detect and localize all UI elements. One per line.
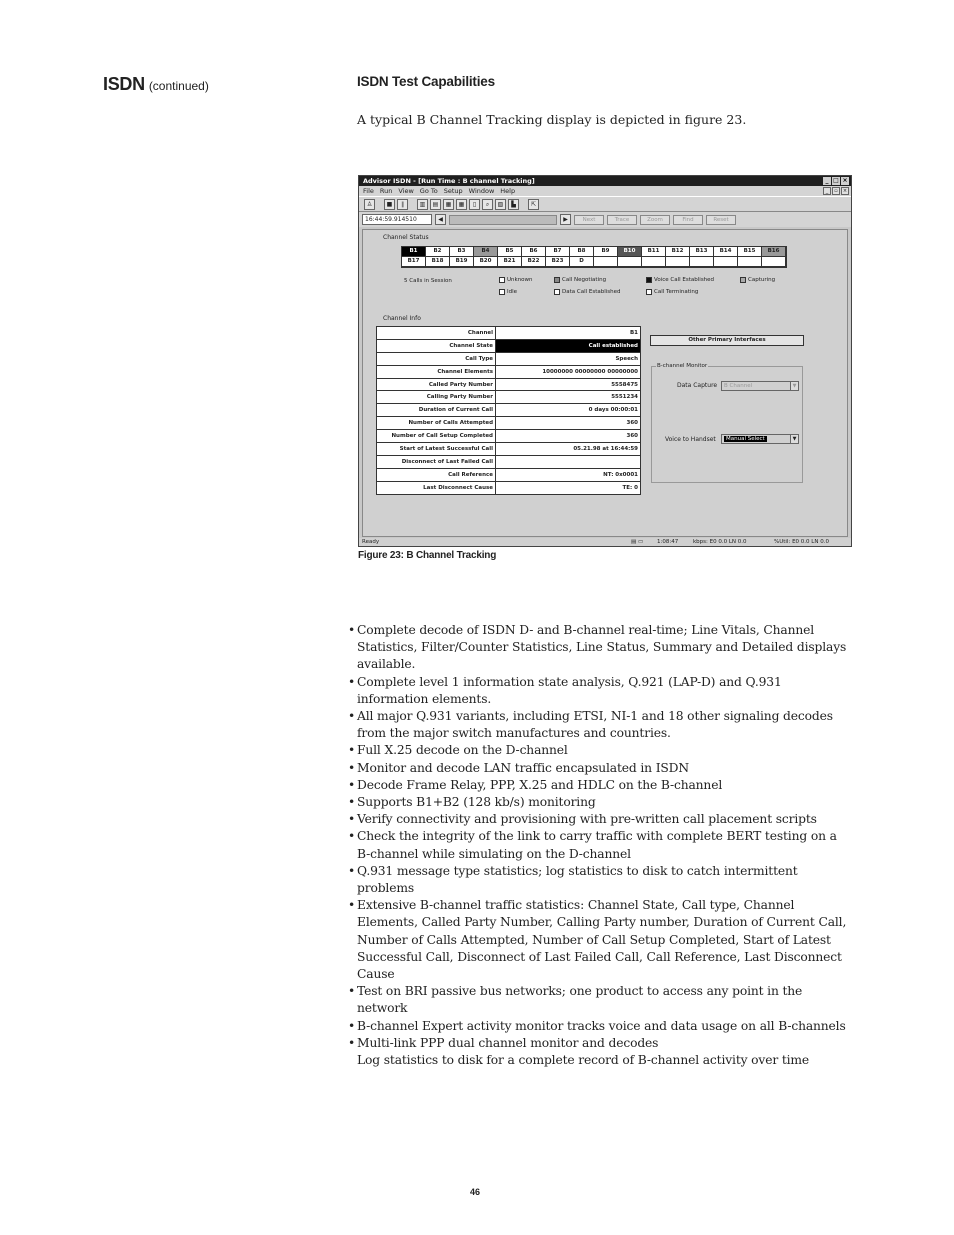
window-title: Advisor ISDN - [Run Time : B channel Tracking] bbox=[363, 177, 535, 185]
list-item: • Verify connectivity and provisioning with pre-written call placement scripts bbox=[348, 812, 817, 827]
capabilities-list bbox=[348, 622, 848, 1069]
status-bar bbox=[359, 538, 851, 547]
status-icons: ▤ ▭ bbox=[631, 539, 644, 545]
table-row: Channel Elements 10000000 00000000 00000000 bbox=[377, 365, 641, 378]
toolbar bbox=[359, 196, 851, 212]
menu-window[interactable]: Window bbox=[468, 187, 495, 195]
channel-cell[interactable]: D bbox=[570, 257, 594, 267]
channel-cell[interactable]: B6 bbox=[522, 247, 546, 257]
channel-status-label: Channel Status bbox=[383, 234, 429, 241]
list-item: • Check the integrity of the link to carry traffic with complete BERT testing on a B-channel while simulating on the D-channel bbox=[348, 829, 837, 861]
trace-button[interactable]: Trace bbox=[607, 215, 637, 225]
channel-cell[interactable]: B10 bbox=[618, 247, 642, 257]
table-row: Calling Party Number 5551234 bbox=[377, 391, 641, 404]
status-kbps: kbps: E0 0.0 LN 0.0 bbox=[693, 539, 747, 545]
table-icon[interactable]: ▤ bbox=[430, 199, 441, 210]
page-number: 46 bbox=[470, 1187, 481, 1197]
export-icon[interactable]: ⇱ bbox=[528, 199, 539, 210]
channel-cell[interactable]: B14 bbox=[714, 247, 738, 257]
table-row: Call Reference NT: 0x0001 bbox=[377, 468, 641, 481]
window-titlebar bbox=[359, 176, 851, 186]
data-swatch-icon bbox=[554, 289, 560, 295]
channel-cell bbox=[642, 257, 666, 267]
channel-cell[interactable]: B20 bbox=[474, 257, 498, 267]
channel-cell[interactable]: B1 bbox=[402, 247, 426, 257]
run-icon[interactable]: ♙ bbox=[364, 199, 375, 210]
intro-paragraph: A typical B Channel Tracking display is depicted in figure 23. bbox=[357, 112, 747, 127]
unknown-swatch-icon bbox=[499, 277, 505, 283]
legend-capturing: Capturing bbox=[740, 277, 775, 283]
negotiating-swatch-icon bbox=[554, 277, 560, 283]
channel-cell bbox=[618, 257, 642, 267]
list-tail: Log statistics to disk for a complete record of B-channel activity over time bbox=[357, 1053, 810, 1068]
legend-data: Data Call Established bbox=[554, 289, 621, 295]
figure-caption: Figure 23: B Channel Tracking bbox=[358, 550, 497, 561]
page-header bbox=[103, 74, 209, 95]
channel-cell[interactable]: B3 bbox=[450, 247, 474, 257]
menu-run[interactable]: Run bbox=[379, 187, 393, 195]
grid-icon[interactable]: ▦ bbox=[443, 199, 454, 210]
channel-cell bbox=[594, 257, 618, 267]
table-row: Start of Latest Successful Call 05.21.98 at 16:44:59 bbox=[377, 443, 641, 456]
legend-unknown: Unknown bbox=[499, 277, 533, 283]
channel-cell[interactable]: B13 bbox=[690, 247, 714, 257]
legend-negotiating: Call Negotiating bbox=[554, 277, 606, 283]
table-row: Last Disconnect Cause TE: 0 bbox=[377, 481, 641, 494]
table-row: Disconnect of Last Failed Call bbox=[377, 455, 641, 468]
scroll-right-icon[interactable]: ▶ bbox=[560, 214, 571, 225]
channel-cell[interactable]: B23 bbox=[546, 257, 570, 267]
next-button[interactable]: Next bbox=[574, 215, 604, 225]
b-channel-monitor-label: B-channel Monitor bbox=[657, 363, 708, 369]
list-item: • Complete decode of ISDN D- and B-channel real-time; Line Vitals, Channel Statistics, Filter/Counter Statistics, Line Status, Summary and Detailed displays available. bbox=[348, 623, 847, 672]
header-title: ISDN bbox=[103, 74, 145, 94]
channel-cell[interactable]: B9 bbox=[594, 247, 618, 257]
navigation-bar bbox=[359, 212, 851, 227]
channel-cell bbox=[714, 257, 738, 267]
legend-idle: Idle bbox=[499, 289, 517, 295]
status-util: %Util: E0 0.0 LN 0.0 bbox=[774, 539, 829, 545]
status-ready: Ready bbox=[362, 539, 380, 545]
channel-cell[interactable]: B5 bbox=[498, 247, 522, 257]
status-time: 1:08:47 bbox=[657, 539, 679, 545]
channel-cell[interactable]: B22 bbox=[522, 257, 546, 267]
channel-cell bbox=[762, 257, 786, 267]
channel-cell[interactable]: B11 bbox=[642, 247, 666, 257]
voice-to-handset-label: Voice to Handset bbox=[665, 436, 716, 443]
pause-icon[interactable]: ∥ bbox=[397, 199, 408, 210]
table-row: Number of Calls Attempted 360 bbox=[377, 417, 641, 430]
channel-cell[interactable]: B4 bbox=[474, 247, 498, 257]
capturing-swatch-icon bbox=[740, 277, 746, 283]
channel-cell[interactable]: B2 bbox=[426, 247, 450, 257]
time-field[interactable]: 16:44:59.914510 bbox=[362, 214, 432, 225]
time-scrollbar[interactable] bbox=[449, 215, 557, 225]
channel-cell[interactable]: B8 bbox=[570, 247, 594, 257]
list-item: • Q.931 message type statistics; log statistics to disk to catch intermittent problems bbox=[348, 863, 798, 896]
child-minimize-icon[interactable]: _ bbox=[823, 187, 831, 195]
reset-button[interactable]: Reset bbox=[706, 215, 736, 225]
zoom-icon[interactable]: ⌕ bbox=[482, 199, 493, 210]
channel-cell[interactable]: B21 bbox=[498, 257, 522, 267]
table-row: Channel B1 bbox=[377, 327, 641, 340]
voice-to-handset-select[interactable]: Manual Select ▼ bbox=[721, 434, 799, 444]
table-row: Called Party Number 5558475 bbox=[377, 378, 641, 391]
list-item: • Supports B1+B2 (128 kb/s) monitoring bbox=[348, 795, 596, 810]
scroll-left-icon[interactable]: ◀ bbox=[435, 214, 446, 225]
channel-cell[interactable]: B12 bbox=[666, 247, 690, 257]
b-channel-tracking-window bbox=[358, 175, 852, 547]
section-title: ISDN Test Capabilities bbox=[357, 74, 495, 89]
voice-swatch-icon bbox=[646, 277, 652, 283]
b-channel-monitor-group bbox=[651, 363, 803, 483]
data-capture-label: Data Capture bbox=[677, 382, 718, 389]
data-capture-select[interactable]: B Channel ▼ bbox=[721, 381, 799, 391]
legend-terminating: Call Terminating bbox=[646, 289, 698, 295]
list-item: • Multi-link PPP dual channel monitor and decodes bbox=[348, 1035, 659, 1050]
menu-bar bbox=[359, 186, 851, 196]
channel-cell[interactable]: B18 bbox=[426, 257, 450, 267]
close-icon[interactable]: × bbox=[842, 177, 848, 184]
idle-swatch-icon bbox=[499, 289, 505, 295]
stop-icon[interactable]: ■ bbox=[384, 199, 395, 210]
list-item: • Full X.25 decode on the D-channel bbox=[348, 743, 568, 758]
menu-view[interactable]: View bbox=[398, 187, 414, 195]
list-item: • Test on BRI passive bus networks; one product to access any point in the network bbox=[348, 984, 803, 1016]
channel-info-table bbox=[376, 326, 641, 495]
menu-file[interactable]: File bbox=[363, 187, 374, 195]
list-item: • Extensive B-channel traffic statistics: Channel State, Call type, Channel Elements, Called Party Number, Calling Party number, Duration of Current Call, Number of Calls Attempted, Number of Call Setup Completed, Start of Latest Successful Call, Disconnect of Last Failed Call, Call Reference, Last Disconnect Cause bbox=[348, 898, 847, 982]
minimize-icon[interactable]: _ bbox=[823, 177, 831, 185]
menu-setup[interactable]: Setup bbox=[443, 187, 463, 195]
disabled-icon[interactable]: ▯ bbox=[469, 199, 480, 210]
header-continued: (continued) bbox=[148, 79, 209, 93]
terminating-swatch-icon bbox=[646, 289, 652, 295]
channel-cell[interactable]: B19 bbox=[450, 257, 474, 267]
channel-cell bbox=[738, 257, 762, 267]
channel-cell bbox=[666, 257, 690, 267]
chevron-down-icon: ▼ bbox=[790, 435, 798, 443]
table-row: Channel State Call established bbox=[377, 339, 641, 352]
table-row: Duration of Current Call 0 days 00:00:01 bbox=[377, 404, 641, 417]
channel-cell[interactable]: B17 bbox=[402, 257, 426, 267]
child-restore-icon[interactable]: ▫ bbox=[832, 187, 840, 195]
maximize-icon[interactable]: □ bbox=[833, 177, 839, 184]
zoom-button[interactable]: Zoom bbox=[640, 215, 670, 225]
channel-cell[interactable]: B7 bbox=[546, 247, 570, 257]
child-close-icon[interactable]: × bbox=[842, 188, 848, 194]
list-item: • All major Q.931 variants, including ETSI, NI-1 and 18 other signaling decodes from the major switch manufactures and countries. bbox=[348, 709, 833, 741]
chart-icon[interactable]: ▥ bbox=[417, 199, 428, 210]
stats-icon[interactable]: ▦ bbox=[456, 199, 467, 210]
menu-goto[interactable]: Go To bbox=[419, 187, 438, 195]
list-item: • Monitor and decode LAN traffic encapsulated in ISDN bbox=[348, 760, 689, 775]
list-item: • Decode Frame Relay, PPP, X.25 and HDLC on the B-channel bbox=[348, 777, 723, 792]
table-row: Call Type Speech bbox=[377, 352, 641, 365]
channel-cell bbox=[690, 257, 714, 267]
channel-status-grid bbox=[401, 246, 787, 268]
calls-in-session: 5 Calls in Session bbox=[404, 278, 452, 284]
chevron-down-icon: ▼ bbox=[790, 382, 798, 390]
channel-info-label: Channel Info bbox=[383, 315, 421, 322]
client-area bbox=[362, 229, 848, 537]
list-item: • Complete level 1 information state analysis, Q.921 (LAP-D) and Q.931 information elements. bbox=[348, 674, 782, 706]
table-row: Number of Call Setup Completed 360 bbox=[377, 430, 641, 443]
list-item: • B-channel Expert activity monitor tracks voice and data usage on all B-channels bbox=[348, 1018, 846, 1033]
filter-icon[interactable]: ▧ bbox=[495, 199, 506, 210]
channel-cell[interactable]: B15 bbox=[738, 247, 762, 257]
other-primary-interfaces-button[interactable]: Other Primary Interfaces bbox=[650, 335, 804, 346]
menu-help[interactable]: Help bbox=[500, 187, 516, 195]
channel-cell[interactable]: B16 bbox=[762, 247, 786, 257]
bar-chart-icon[interactable]: ▙ bbox=[508, 199, 519, 210]
legend-voice: Voice Call Established bbox=[646, 277, 714, 283]
find-button[interactable]: Find bbox=[673, 215, 703, 225]
